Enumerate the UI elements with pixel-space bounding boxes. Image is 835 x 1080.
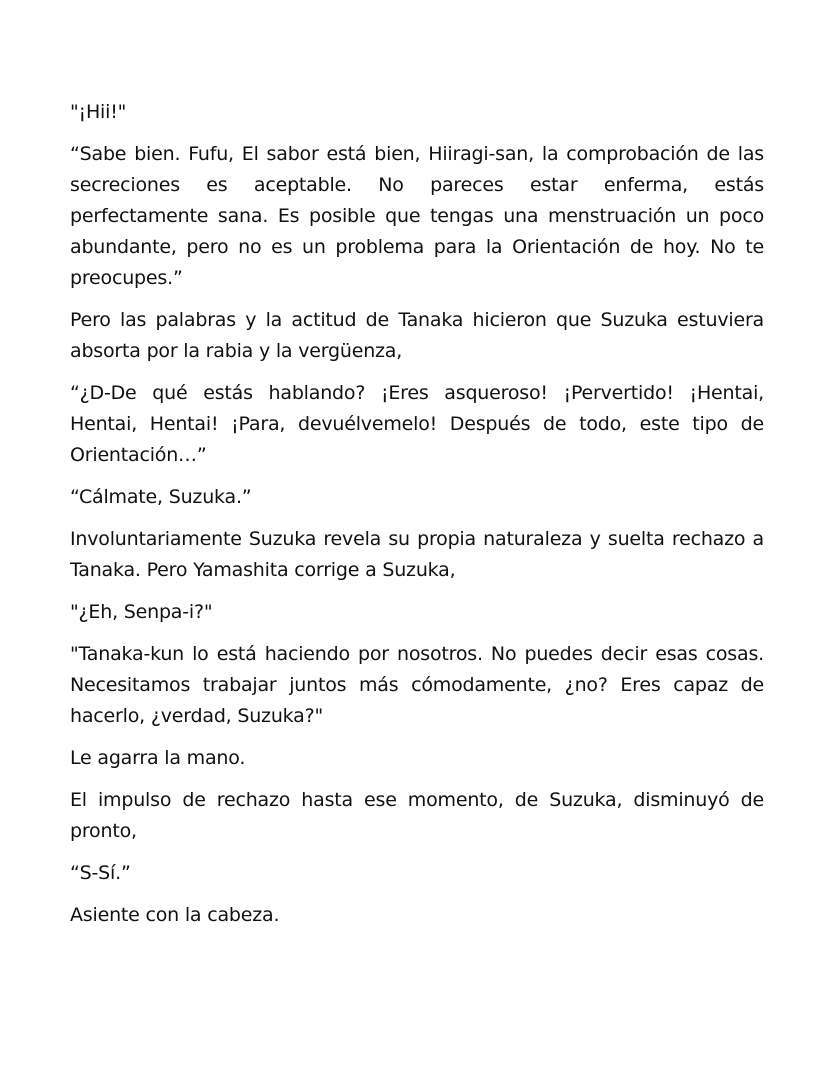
paragraph: El impulso de rechazo hasta ese momento, de Suzuka, disminuyó de pronto, [70, 789, 764, 842]
paragraph: "¿Eh, Senpa-i?" [70, 601, 213, 623]
paragraph: Pero las palabras y la actitud de Tanaka hicieron que Suzuka estuviera absorta por la rabia y la vergüenza, [70, 309, 764, 362]
document-page [70, 97, 764, 942]
paragraph: “Cálmate, Suzuka.” [70, 486, 252, 508]
paragraph: Le agarra la mano. [70, 747, 246, 769]
paragraph: Involuntariamente Suzuka revela su propia naturaleza y suelta rechazo a Tanaka. Pero Yamashita corrige a Suzuka, [70, 528, 764, 581]
paragraph: Asiente con la cabeza. [70, 904, 280, 926]
paragraph: "¡Hii!" [70, 101, 127, 123]
paragraph: “¿D-De qué estás hablando? ¡Eres asqueroso! ¡Pervertido! ¡Hentai, Hentai, Hentai! ¡Para, devuélvemelo! Después de todo, este tipo de Orientación…” [70, 382, 764, 466]
paragraph: “Sabe bien. Fufu, El sabor está bien, Hiiragi-san, la comprobación de las secreciones es aceptable. No pareces estar enferma, estás perfectamente sana. Es posible que tengas una menstruación un poco abundante, pero no es un problema para la Orientación de hoy. No te preocupes.” [70, 143, 764, 289]
paragraph: “S-Sí.” [70, 862, 131, 884]
paragraph: "Tanaka-kun lo está haciendo por nosotros. No puedes decir esas cosas. Necesitamos trabajar juntos más cómodamente, ¿no? Eres capaz de hacerlo, ¿verdad, Suzuka?" [70, 643, 764, 727]
